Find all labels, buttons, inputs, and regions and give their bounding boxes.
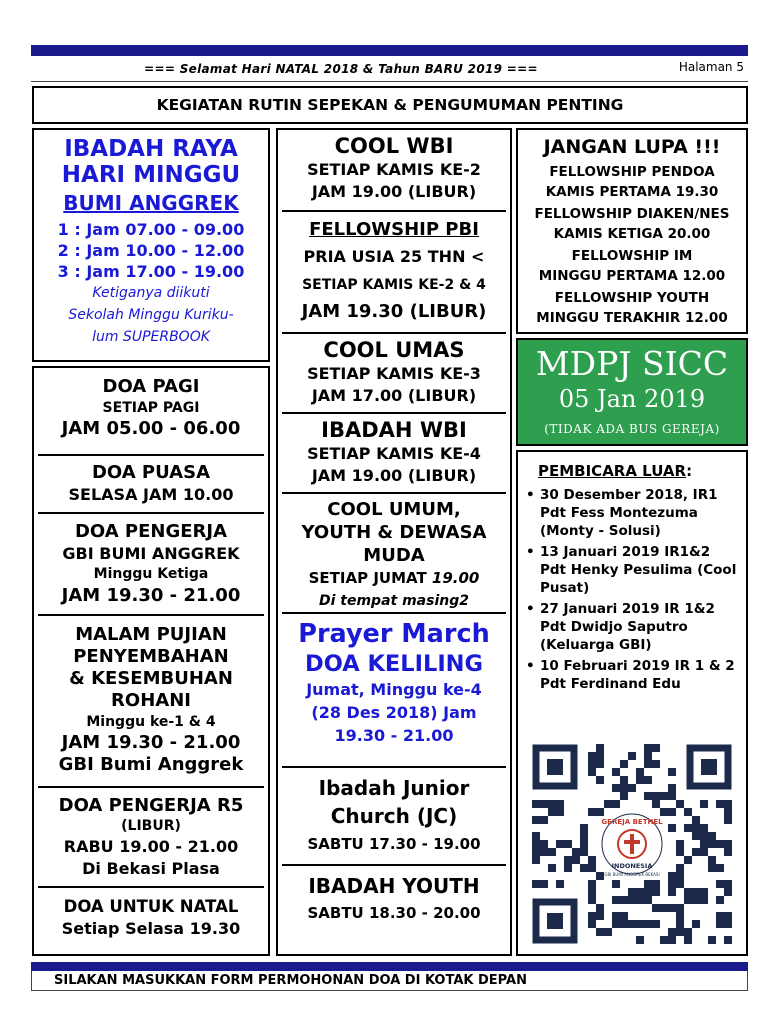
cool-wbi-time: JAM 19.00 (LIBUR) (311, 182, 477, 201)
prayer-march-line1: Jumat, Minggu ke-4 (306, 680, 482, 699)
qr-module (636, 920, 644, 928)
junior-church-section (282, 766, 506, 864)
fellowship-pbi-sub1: PRIA USIA 25 THN < (303, 247, 485, 266)
qr-module (620, 896, 628, 904)
qr-module (716, 800, 724, 808)
logo-text-top: GEREJA BETHEL (601, 818, 663, 826)
qr-module (548, 864, 556, 872)
qr-module (548, 808, 556, 816)
qr-module (716, 920, 724, 928)
qr-module (676, 928, 684, 936)
qr-module (556, 800, 564, 808)
cool-umas-title: COOL UMAS (323, 338, 465, 362)
qr-module (660, 904, 668, 912)
qr-module (564, 840, 572, 848)
qr-module (676, 848, 684, 856)
cool-umum-time: 19.00 (431, 569, 480, 587)
doa-puasa-time: SELASA JAM 10.00 (68, 485, 234, 504)
qr-module (676, 872, 684, 880)
qr-module (636, 888, 644, 896)
malam-pujian-place: GBI Bumi Anggrek (58, 754, 244, 775)
qr-module (700, 832, 708, 840)
speaker-item: • 30 Desember 2018, IR1 Pdt Fess Montezuma (Monty - Solusi) (524, 486, 740, 540)
qr-module (684, 808, 692, 816)
qr-module (612, 920, 620, 928)
ibadah-wbi-section (282, 412, 506, 492)
qr-module (676, 912, 684, 920)
qr-module (644, 744, 652, 752)
qr-module (604, 800, 612, 808)
qr-module (588, 912, 596, 920)
qr-module (652, 760, 660, 768)
qr-code[interactable] (532, 744, 732, 944)
qr-module (692, 832, 700, 840)
qr-module (716, 880, 724, 888)
page-title: KEGIATAN RUTIN SEPEKAN & PENGUMUMAN PENTING (32, 86, 748, 124)
qr-module (652, 880, 660, 888)
qr-module (572, 848, 580, 856)
reminder-2b: KAMIS KETIGA 20.00 (553, 226, 711, 242)
cool-umum-section (282, 492, 506, 612)
qr-module (612, 800, 620, 808)
qr-module (676, 904, 684, 912)
qr-module (596, 808, 604, 816)
qr-module (596, 776, 604, 784)
doa-natal-title: DOA UNTUK NATAL (63, 897, 239, 916)
doa-pagi-section (34, 368, 268, 454)
qr-module (700, 800, 708, 808)
qr-module (628, 784, 636, 792)
jangan-lupa-title: JANGAN LUPA !!! (543, 136, 721, 158)
qr-module (540, 848, 548, 856)
qr-module (676, 920, 684, 928)
doa-puasa-section (38, 454, 264, 512)
jangan-lupa-box (516, 128, 748, 334)
qr-module (716, 896, 724, 904)
prayer-march-title: Prayer March (298, 619, 490, 649)
qr-module (532, 848, 540, 856)
qr-module (660, 936, 668, 944)
schedule-column-2 (276, 128, 512, 956)
cool-umum-day-row (282, 567, 506, 590)
reminder-4a: FELLOWSHIP YOUTH (554, 290, 710, 306)
malam-pujian-section (38, 614, 264, 786)
qr-module (700, 896, 708, 904)
qr-module (580, 840, 588, 848)
ibadah-raya-title-2: HARI MINGGU (61, 162, 241, 188)
reminder-1b: KAMIS PERTAMA 19.30 (545, 184, 719, 200)
reminder-1a: FELLOWSHIP PENDOA (549, 164, 715, 180)
qr-module (676, 864, 684, 872)
speaker-item: • 10 Februari 2019 IR 1 & 2 Pdt Ferdinand Edu (524, 657, 740, 693)
ibadah-note-1: Ketiganya diikuti (92, 285, 210, 301)
doa-pengerja-title: DOA PENGERJA (74, 521, 228, 542)
doa-r5-place: Di Bekasi Plasa (82, 859, 220, 878)
doa-pengerja-place: GBI BUMI ANGGREK (62, 544, 240, 563)
qr-module (668, 888, 676, 896)
qr-module (588, 768, 596, 776)
cool-wbi-sub: SETIAP KAMIS KE-2 (307, 160, 481, 179)
doa-puasa-title: DOA PUASA (91, 462, 211, 483)
qr-module (668, 792, 676, 800)
qr-module (596, 912, 604, 920)
session-1: 1 : Jam 07.00 - 09.00 (57, 220, 245, 239)
qr-module (636, 776, 644, 784)
qr-module (580, 864, 588, 872)
session-3: 3 : Jam 17.00 - 19.00 (57, 262, 245, 281)
qr-module (668, 808, 676, 816)
qr-module (708, 840, 716, 848)
qr-module (532, 840, 540, 848)
page-number: Halaman 5 (678, 60, 744, 74)
doa-r5-title: DOA PENGERJA R5 (58, 795, 244, 816)
qr-module (724, 880, 732, 888)
qr-module (612, 896, 620, 904)
qr-module (684, 824, 692, 832)
qr-module (620, 760, 628, 768)
qr-module (588, 896, 596, 904)
doa-r5-status: (LIBUR) (121, 818, 181, 834)
prayer-march-sub: DOA KELILING (305, 651, 483, 677)
qr-module (532, 880, 540, 888)
qr-module (724, 840, 732, 848)
speaker-list (524, 486, 740, 693)
malam-pujian-sub: Minggu ke-1 & 4 (86, 714, 216, 730)
youth-title: IBADAH YOUTH (308, 874, 480, 898)
reminder-4b: MINGGU TERAKHIR 12.00 (536, 310, 728, 326)
cool-umas-time: JAM 17.00 (LIBUR) (311, 386, 477, 405)
qr-module (556, 880, 564, 888)
qr-module (636, 896, 644, 904)
qr-module (644, 920, 652, 928)
qr-module (564, 856, 572, 864)
doa-pagi-sub: SETIAP PAGI (102, 400, 200, 416)
doa-natal-section (38, 886, 264, 946)
ibadah-raya-title-1: IBADAH RAYA (64, 136, 238, 162)
qr-module (628, 920, 636, 928)
qr-module (692, 848, 700, 856)
pembicara-title-row (524, 460, 740, 482)
qr-module (580, 848, 588, 856)
qr-module (668, 784, 676, 792)
bottom-bar (31, 962, 748, 971)
qr-module (612, 880, 620, 888)
qr-module (644, 776, 652, 784)
prayer-march-section (282, 612, 506, 766)
qr-module (692, 816, 700, 824)
logo-text-mid: INDONESIA (611, 862, 653, 870)
malam-pujian-1: MALAM PUJIAN (75, 624, 227, 645)
cool-wbi-section (278, 130, 510, 210)
qr-module (668, 824, 676, 832)
qr-module (628, 888, 636, 896)
malam-pujian-3: & KESEMBUHAN (69, 668, 233, 689)
qr-module (708, 856, 716, 864)
qr-module (676, 800, 684, 808)
qr-module (636, 936, 644, 944)
qr-module (612, 768, 620, 776)
qr-module (588, 864, 596, 872)
youth-time: SABTU 18.30 - 20.00 (307, 904, 481, 922)
qr-module (692, 888, 700, 896)
qr-module (724, 800, 732, 808)
qr-module (668, 872, 676, 880)
qr-module (588, 888, 596, 896)
ibadah-note-2: Sekolah Minggu Kuriku- (68, 307, 234, 323)
top-bar (31, 45, 748, 56)
qr-module (652, 920, 660, 928)
qr-module (588, 752, 596, 760)
qr-module (676, 880, 684, 888)
doa-r5-time: RABU 19.00 - 21.00 (63, 837, 239, 856)
qr-module (548, 848, 556, 856)
qr-module (556, 808, 564, 816)
qr-module (612, 912, 620, 920)
qr-module (636, 768, 644, 776)
qr-module (668, 768, 676, 776)
ibadah-raya-box (32, 128, 270, 362)
qr-module (716, 864, 724, 872)
qr-module (668, 936, 676, 944)
qr-module (708, 832, 716, 840)
greeting: === Selamat Hari NATAL 2018 & Tahun BARU 2019 === (144, 62, 538, 76)
qr-module (540, 840, 548, 848)
doa-pagi-time: JAM 05.00 - 06.00 (61, 418, 241, 439)
qr-module (644, 896, 652, 904)
qr-module (692, 824, 700, 832)
qr-module (692, 896, 700, 904)
fellowship-pbi-title: FELLOWSHIP PBI (309, 219, 479, 240)
qr-module (668, 928, 676, 936)
qr-module (644, 792, 652, 800)
reminder-3a: FELLOWSHIP IM (571, 248, 693, 264)
qr-module (644, 880, 652, 888)
qr-module (532, 816, 540, 824)
qr-module (644, 752, 652, 760)
reminder-3b: MINGGU PERTAMA 12.00 (538, 268, 726, 284)
qr-module (684, 928, 692, 936)
youth-section (282, 864, 506, 944)
doa-pengerja-r5-section (38, 786, 264, 886)
qr-module (564, 864, 572, 872)
pembicara-title: PEMBICARA LUAR (538, 462, 687, 480)
qr-module (596, 744, 604, 752)
malam-pujian-time: JAM 19.30 - 21.00 (61, 732, 241, 753)
qr-module (604, 928, 612, 936)
mdpj-box (516, 338, 748, 446)
qr-module (692, 920, 700, 928)
qr-module (676, 840, 684, 848)
qr-module (716, 912, 724, 920)
qr-module (596, 760, 604, 768)
fellowship-pbi-sub2: SETIAP KAMIS KE-2 & 4 (302, 277, 486, 293)
qr-module (652, 744, 660, 752)
malam-pujian-4: ROHANI (111, 690, 191, 711)
qr-module (700, 840, 708, 848)
qr-module (556, 840, 564, 848)
cool-umum-2: YOUTH & DEWASA (301, 522, 487, 543)
cool-umas-sub: SETIAP KAMIS KE-3 (307, 364, 481, 383)
ibadah-raya-location: BUMI ANGGREK (63, 191, 239, 215)
qr-module (668, 904, 676, 912)
qr-module (724, 848, 732, 856)
qr-module (724, 912, 732, 920)
qr-module (620, 792, 628, 800)
qr-module (580, 832, 588, 840)
cool-umum-3: MUDA (363, 545, 425, 566)
qr-module (620, 784, 628, 792)
qr-module (708, 936, 716, 944)
doa-pengerja-section (38, 512, 264, 614)
prayer-march-line2: (28 Des 2018) Jam (311, 703, 477, 722)
qr-module (532, 832, 540, 840)
mdpj-title: MDPJ SICC (535, 344, 729, 383)
doa-pengerja-sub: Minggu Ketiga (93, 566, 209, 582)
qr-module (540, 800, 548, 808)
ibadah-wbi-sub: SETIAP KAMIS KE-4 (307, 444, 481, 463)
qr-module (596, 872, 604, 880)
qr-module (540, 880, 548, 888)
qr-module (588, 808, 596, 816)
pembicara-colon: : (686, 462, 693, 480)
cool-umas-section (282, 332, 506, 412)
qr-module (700, 848, 708, 856)
qr-module (532, 800, 540, 808)
prayer-march-line3: 19.30 - 21.00 (334, 726, 454, 745)
logo-text-bottom: GBI BUMI ANGGREK BEKASI (604, 872, 660, 877)
qr-module (684, 888, 692, 896)
qr-module (620, 912, 628, 920)
qr-module (724, 888, 732, 896)
qr-module (724, 816, 732, 824)
cool-umum-place: Di tempat masing2 (318, 593, 469, 609)
qr-module (708, 864, 716, 872)
qr-module (596, 752, 604, 760)
malam-pujian-2: PENYEMBAHAN (73, 646, 229, 667)
cool-umum-1: COOL UMUM, (327, 499, 461, 520)
fellowship-pbi-time: JAM 19.30 (LIBUR) (301, 301, 487, 322)
qr-module (724, 936, 732, 944)
doa-pagi-title: DOA PAGI (102, 376, 200, 397)
qr-module (540, 816, 548, 824)
footer-notice: SILAKAN MASUKKAN FORM PERMOHONAN DOA DI KOTAK DEPAN (31, 971, 748, 991)
schedule-column-1 (32, 366, 270, 956)
qr-module (724, 808, 732, 816)
ibadah-wbi-title: IBADAH WBI (321, 418, 467, 442)
qr-module (652, 800, 660, 808)
qr-module (700, 888, 708, 896)
qr-module (668, 880, 676, 888)
speaker-item: • 13 Januari 2019 IR1&2 Pdt Henky Pesulima (Cool Pusat) (524, 543, 740, 597)
qr-module (652, 792, 660, 800)
qr-module (684, 936, 692, 944)
junior-time: SABTU 17.30 - 19.00 (307, 835, 481, 853)
qr-module (628, 752, 636, 760)
ibadah-wbi-time: JAM 19.00 (LIBUR) (311, 466, 477, 485)
qr-module (588, 760, 596, 768)
doa-natal-time: Setiap Selasa 19.30 (61, 919, 241, 938)
reminder-2a: FELLOWSHIP DIAKEN/NES (534, 206, 730, 222)
fellowship-pbi-section (282, 210, 506, 332)
mdpj-date: 05 Jan 2019 (558, 385, 706, 413)
qr-module (700, 824, 708, 832)
qr-module (644, 760, 652, 768)
qr-module (628, 896, 636, 904)
qr-module (532, 856, 540, 864)
qr-module (588, 856, 596, 864)
qr-module (660, 808, 668, 816)
session-2: 2 : Jam 10.00 - 12.00 (57, 241, 245, 260)
qr-module (612, 784, 620, 792)
cool-wbi-title: COOL WBI (334, 134, 454, 158)
ibadah-note-3: lum SUPERBOOK (92, 329, 210, 345)
qr-module (684, 896, 692, 904)
qr-module (620, 776, 628, 784)
qr-module (644, 888, 652, 896)
qr-module (596, 928, 604, 936)
qr-module (596, 904, 604, 912)
qr-module (684, 856, 692, 864)
qr-module (588, 920, 596, 928)
speaker-item: • 27 Januari 2019 IR 1&2 Pdt Dwidjo Saputro (Keluarga GBI) (524, 600, 740, 654)
junior-line2: Church (JC) (330, 804, 458, 828)
qr-module (588, 880, 596, 888)
qr-module (652, 904, 660, 912)
mdpj-note: (TIDAK ADA BUS GEREJA) (544, 422, 720, 436)
cool-umum-day: SETIAP JUMAT (308, 569, 427, 587)
qr-module (548, 800, 556, 808)
qr-module (660, 792, 668, 800)
qr-module (652, 888, 660, 896)
qr-module (620, 920, 628, 928)
qr-module (572, 856, 580, 864)
doa-pengerja-time: JAM 19.30 - 21.00 (61, 585, 241, 606)
junior-line1: Ibadah Junior (318, 776, 470, 800)
qr-module (724, 920, 732, 928)
qr-module (580, 824, 588, 832)
qr-module (716, 840, 724, 848)
